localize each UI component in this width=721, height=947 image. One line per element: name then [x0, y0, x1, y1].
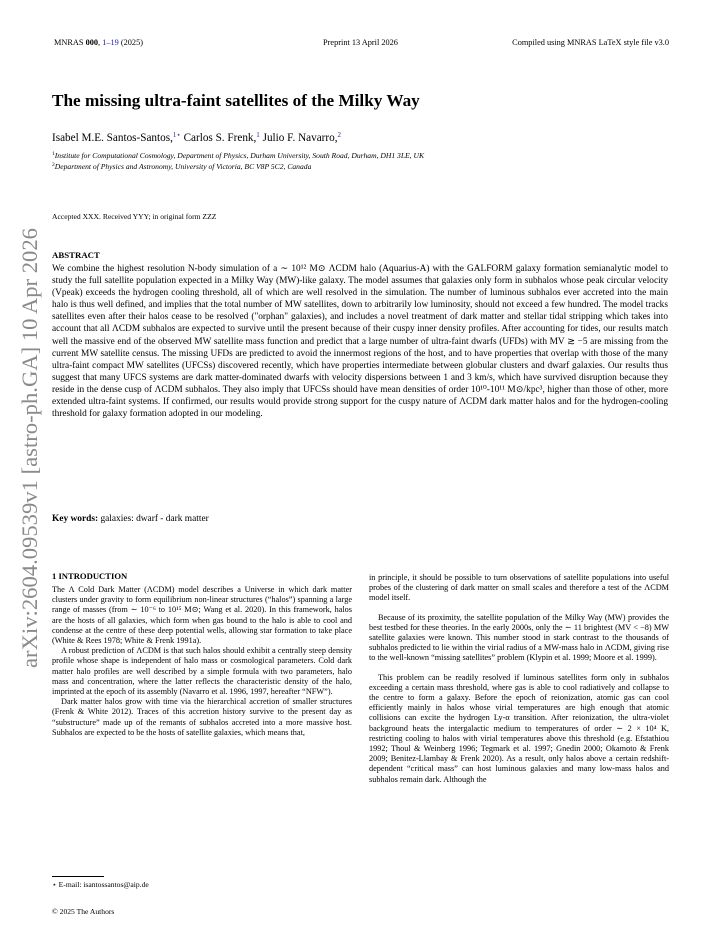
- left-column: [52, 585, 352, 738]
- journal-year: (2025): [120, 38, 143, 47]
- affiliation: [52, 162, 311, 171]
- paragraph: Dark matter halos grow with time via the hierarchical accretion of smaller structures (Frenk & White 2012). Traces of this accretion history survive to the present day as “substructure” made up of the remants of subhalos accreted into a more massive host. Subhalos are expected to be the hosts of satellite galaxies, which means that,: [52, 697, 352, 737]
- affiliation-mark: 1: [52, 151, 55, 157]
- preprint-date: Preprint 13 April 2026: [323, 38, 398, 47]
- author-name: Isabel M.E. Santos-Santos,: [52, 132, 173, 144]
- submission-dates: Accepted XXX. Received YYY; in original form ZZZ: [52, 212, 217, 221]
- paragraph: This problem can be readily resolved if luminous satellites form only in subhalos exceeding a certain mass threshold, where gas is able to cool radiatively and collapse to the centre to form a galaxy. Before the epoch of reionization, atomic gas can cool efficiently mainly in halos whose virial temperatures are high enough that atomic collisions can excite the hydrogen Ly-α transition. After reionization, the ultra-violet background heats the intergalactic medium to temperatures of order ∼ 2 × 10⁴ K, restricting cooling to halos with virial temperatures above this threshold (e.g. Efstathiou 1992; Thoul & Weinberg 1996; Tegmark et al. 1997; Gnedin 2000; Okamoto & Frenk 2009; Benitez-Llambay & Frenk 2020). As a result, only halos above a certain redshift-dependent “critical mass” can host luminous galaxies and many low-mass halos and subhalos remain dark. Although the: [369, 672, 669, 784]
- affiliation-text: Institute for Computational Cosmology, Department of Physics, Durham University, South Road, Durham, DH1 3LE, UK: [54, 151, 425, 160]
- page-range-link[interactable]: 1–19: [102, 38, 119, 47]
- paragraph: A robust prediction of ΛCDM is that such halos should exhibit a centrally steep density profile whose shape is independent of halo mass or cosmological parameters. Cold dark matter halo profiles are well described by a simple formula with two parameters, halo mass and concentration, where the latter reflects the characteristic density of the halo, imprinted at the epoch of its assembly (Navarro et al. 1996, 1997, hereafter “NFW”).: [52, 646, 352, 697]
- arxiv-id: arXiv:2604.09539v1 [astro-ph.GA] 10 Apr 2026: [17, 240, 42, 668]
- footnote-rule: [52, 876, 104, 877]
- author-name: Julio F. Navarro,: [259, 132, 338, 144]
- right-column: [369, 573, 669, 785]
- author-name: Carlos S. Frenk,: [180, 132, 257, 144]
- compiled-note: Compiled using MNRAS LaTeX style file v3.0: [512, 38, 669, 47]
- journal-volume: 000: [85, 38, 99, 47]
- paragraph: The Λ Cold Dark Matter (ΛCDM) model describes a Universe in which dark matter clusters under gravity to form equilibrium non-linear structures (“halos”) spanning a large range of masses (from ∼ 10⁻⁶ to 10¹⁵ M⊙; Wang et al. 2020). In this framework, halos are the hosts of all galaxies, which form when gas bound to the halo is able to cool and condense at the centre of these deep potential wells, allowing star formation to take place (White & Rees 1978; White & Frenk 1991a).: [52, 585, 352, 646]
- section-heading: 1 INTRODUCTION: [52, 571, 128, 581]
- copyright-notice: © 2025 The Authors: [52, 907, 115, 916]
- abstract-text: We combine the highest resolution N-body simulation of a ∼ 10¹² M⊙ ΛCDM halo (Aquarius-A) with the GALFORM galaxy formation semianalytic model to study the full satellite population expected in a Milky Way (MW)-like galaxy. The model assumes that galaxies only form in subhalos whose peak circular velocity (Vpeak) exceeds the hydrogen cooling threshold, all of which are well resolved in the simulation. The number of luminous subhalos ever accreted into the main halo is thus well defined, and implies that the total number of MW satellites, down to arbitrarily low luminosity, should not exceed a few hundred. The model tracks satellites even after their halos cease to be resolved ("orphan" galaxies), and includes a novel treatment of dark matter and stellar tidal stripping which takes into account that all ΛCDM subhalos are expected to survive until the present because of their cuspy inner density profiles. After accounting for tides, our results match well the massive end of the observed MW satellite mass function and predict that a large number of ultra-faint dwarfs (UFDs) with MV ≳ −5 are missing from the current MW satellite census. The missing UFDs are predicted to avoid the innermost regions of the host, and to have properties that overlap with those of the many ultra-faint compact MW satellites (UFCSs) discovered recently, which have properties intermediate between globular clusters and dwarf galaxies. Our results thus suggest that many UFCS systems are dark matter-dominated dwarfs with velocity dispersions between 1 and 3 km/s, which have survived disruption because they reside in the dense cusp of ΛCDM subhalos. They also imply that UFCSs should have mean densities of order 10¹⁰-10¹¹ M⊙/kpc³, higher than those of other, more extended ultra-faint systems. If confirmed, our results would provide strong support for the cuspy nature of ΛCDM dark matter halos and for the hydrogen-cooling threshold for galaxy formation adopted in our modeling.: [52, 264, 668, 420]
- abstract-heading: ABSTRACT: [52, 250, 100, 260]
- journal-name: MNRAS: [54, 38, 84, 47]
- keywords-label: Key words:: [52, 514, 99, 524]
- affiliation-mark: 2: [52, 162, 55, 168]
- keywords: [52, 514, 209, 524]
- paragraph: Because of its proximity, the satellite population of the Milky Way (MW) provides the best testbed for these theories. In the early 2000s, only the ∼ 11 brightest (MV < −8) MW satellite galaxies were known. This number stood in stark contrast to the thousands of subhalos predicted to lie within the virial radius of a MW-mass halo in ΛCDM, giving rise to the well-known “missing satellites” problem (Klypin et al. 1999; Moore et al. 1999).: [369, 612, 669, 663]
- author-affil-mark[interactable]: 1: [256, 131, 260, 139]
- footnote-email: ⋆ E-mail: isantossantos@aip.de: [52, 880, 149, 889]
- arxiv-stamp: [6, 228, 48, 668]
- author-affil-mark[interactable]: 2: [337, 131, 342, 139]
- author-list: [52, 132, 341, 144]
- paper-title: The missing ultra-faint satellites of the Milky Way: [52, 91, 420, 110]
- affiliation: [52, 151, 424, 160]
- keywords-value: galaxies: dwarf - dark matter: [100, 514, 209, 524]
- running-header-left: MNRAS 000, 1–19 (2025): [54, 38, 143, 47]
- paragraph: in principle, it should be possible to turn observations of satellite populations into useful probes of the clustering of dark matter on small scales and therefore a test of the ΛCDM model itself.: [369, 573, 669, 603]
- author-affil-mark[interactable]: 1⋆: [172, 131, 181, 139]
- affiliation-text: Department of Physics and Astronomy, University of Victoria, BC V8P 5C2, Canada: [54, 162, 312, 171]
